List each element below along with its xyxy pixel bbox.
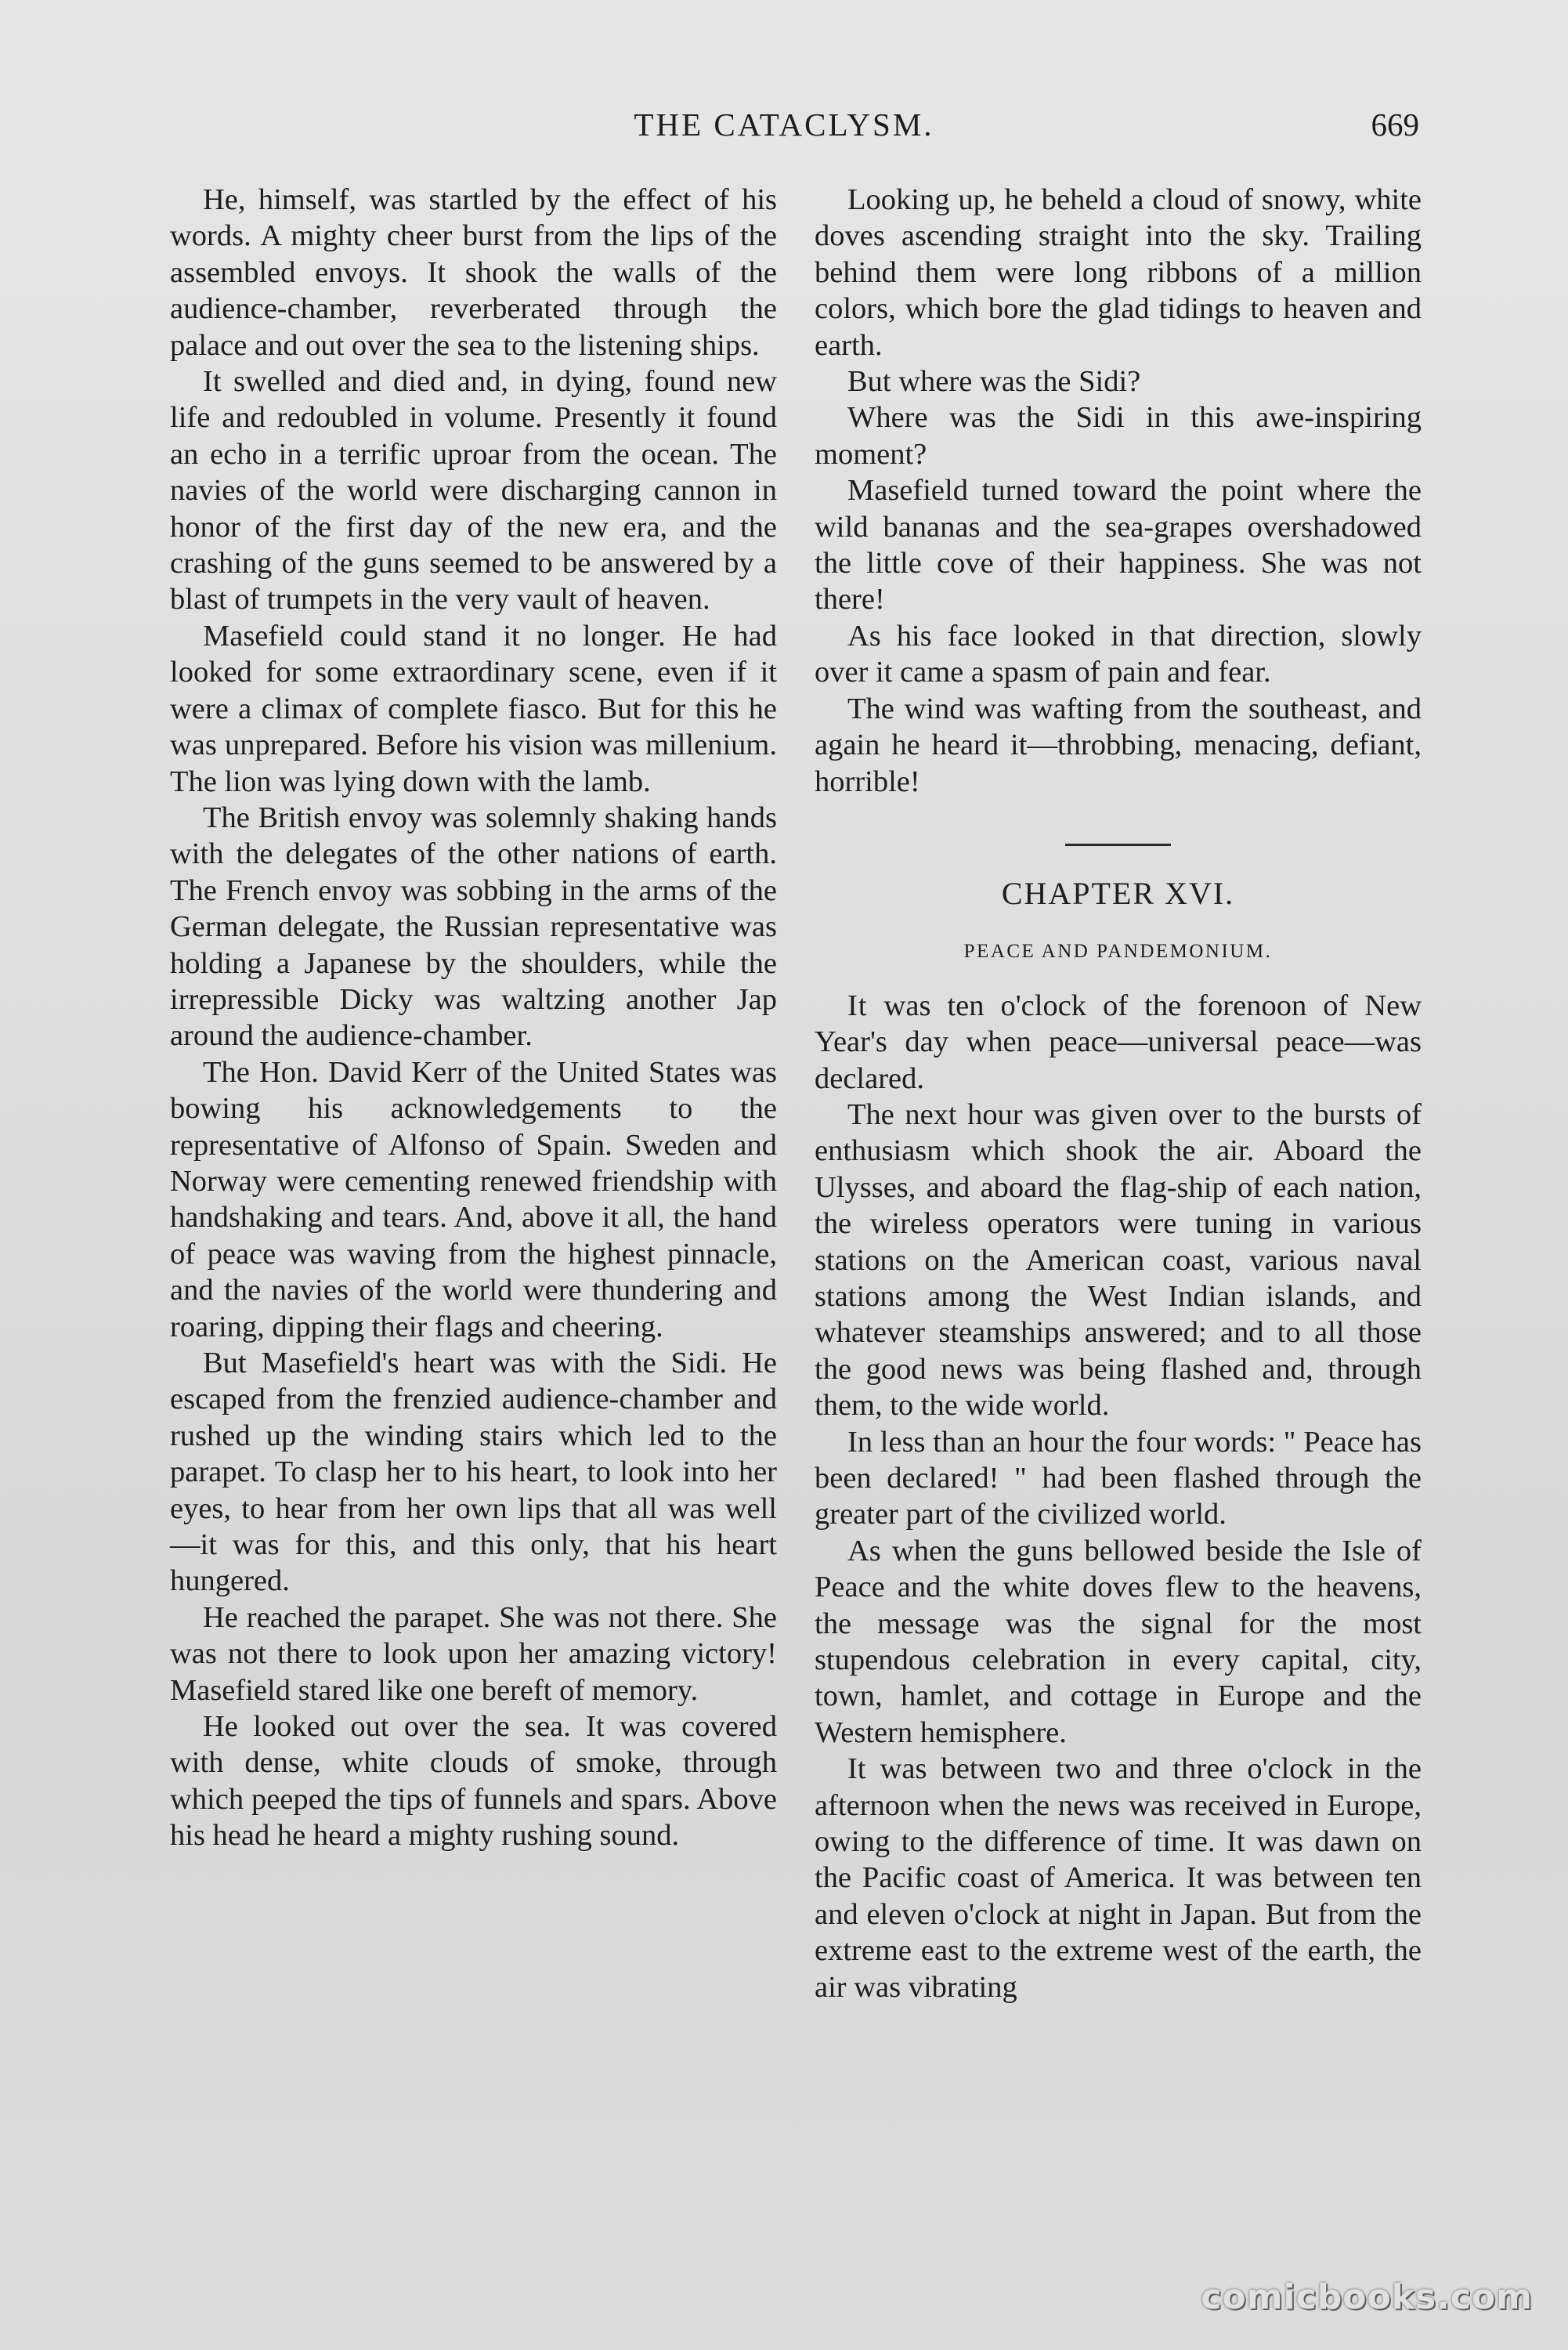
paragraph: It was between two and three o'clock in the afternoon when the news was received in Europe, owing to the difference of time. It was dawn on the Pacific coast of America. It was between ten and eleven o'clock at night in Japan. But from the extreme east to the extreme west of the earth, the air was vibrating [815, 1752, 1422, 2004]
right-column [815, 182, 1422, 2005]
paragraph: He reached the parapet. She was not there. She was not there to look upon her amazing victory! Masefield stared like one bereft of memory. [170, 1600, 777, 1707]
paragraph: In less than an hour the four words: " Peace has been declared! " had been flashed through the greater part of the civilized world. [815, 1425, 1422, 1531]
page-number: 669 [1371, 107, 1419, 143]
paragraph: Looking up, he beheld a cloud of snowy, white doves ascending straight into the sky. Trailing behind them were long ribbons of a million colors, which bore the glad tidings to heaven and earth. [815, 183, 1422, 362]
paragraph: Where was the Sidi in this awe-inspiring moment? [815, 401, 1422, 471]
paragraph: As his face looked in that direction, slowly over it came a spasm of pain and fear. [815, 619, 1422, 689]
section-divider [1065, 844, 1171, 846]
left-column [170, 182, 777, 1854]
paragraph: It swelled and died and, in dying, found new life and redoubled in volume. Presently it found an echo in a terrific uproar from the ocean. The navies of the world were discharging cannon in honor of the first day of the new era, and the crashing of the guns seemed to be answered by a blast of trumpets in the very vault of heaven. [170, 365, 777, 616]
paragraph: The next hour was given over to the bursts of enthusiasm which shook the air. Aboard the Ulysses, and aboard the flag-ship of each nation, the wireless operators were tuning in various stations on the American coast, various naval stations among the West Indian islands, and whatever steamships answered; and to all those the good news was being flashed and, through them, to the wide world. [815, 1097, 1422, 1423]
opening-word: It [847, 989, 868, 1022]
running-title: THE CATACLYSM. [634, 107, 934, 143]
paragraph: He, himself, was startled by the effect of his words. A mighty cheer burst from the lips of the assembled envoys. It shook the walls of the audience-chamber, reverberated through the palace and out over the sea to the listening ships. [170, 183, 777, 362]
running-head [0, 106, 1568, 153]
paragraph: Masefield could stand it no longer. He had looked for some extraordinary scene, even if it were a climax of complete fiasco. But for this he was unprepared. Before his vision was millenium. The lion was lying down with the lamb. [170, 619, 777, 798]
opening-text: was ten o'clock of the forenoon of New Year's day when peace—universal peace—was declared. [815, 989, 1422, 1095]
paragraph: He looked out over the sea. It was covered with dense, white clouds of smoke, through which peeped the tips of funnels and spars. Above his head he heard a mighty rushing sound. [170, 1710, 777, 1853]
paragraph: Masefield turned toward the point where the wild bananas and the sea-grapes overshadowed the little cove of their happiness. She was not there! [815, 474, 1422, 616]
chapter-title: PEACE AND PANDEMONIUM. [963, 941, 1273, 963]
watermark: comicbooks.com [1201, 2277, 1533, 2317]
paragraph: But where was the Sidi? [847, 365, 1141, 399]
paragraph: As when the guns bellowed beside the Isle of Peace and the white doves flew to the heavens, the message was the signal for the most stupendous celebration in every capital, city, town, hamlet, and cottage in Europe and the Western hemisphere. [815, 1534, 1422, 1749]
paragraph: The British envoy was solemnly shaking hands with the delegates of the other nations of earth. The French envoy was sobbing in the arms of the German delegate, the Russian representative was holding a Japanese by the shoulders, while the irrepressible Dicky was waltzing another Jap around the audience-chamber. [170, 801, 777, 1053]
chapter-opening-paragraph [815, 988, 1422, 1097]
paragraph: The Hon. David Kerr of the United States was bowing his acknowledgements to the representative of Alfonso of Spain. Sweden and Norway were cementing renewed friendship with handshaking and tears. And, above it all, the hand of peace was waving from the highest pinnacle, and the navies of the world were thundering and roaring, dipping their flags and cheering. [170, 1055, 777, 1343]
paragraph: The wind was wafting from the southeast, and again he heard it—throbbing, menacing, defiant, horrible! [815, 692, 1422, 798]
paragraph: But Masefield's heart was with the Sidi. He escaped from the frenzied audience-chamber and rushed up the winding stairs which led to the parapet. To clasp her to his heart, to look into her eyes, to hear from her own lips that all was well—it was for this, and this only, that his heart hungered. [170, 1347, 777, 1598]
chapter-number: CHAPTER XVI. [1001, 875, 1235, 911]
